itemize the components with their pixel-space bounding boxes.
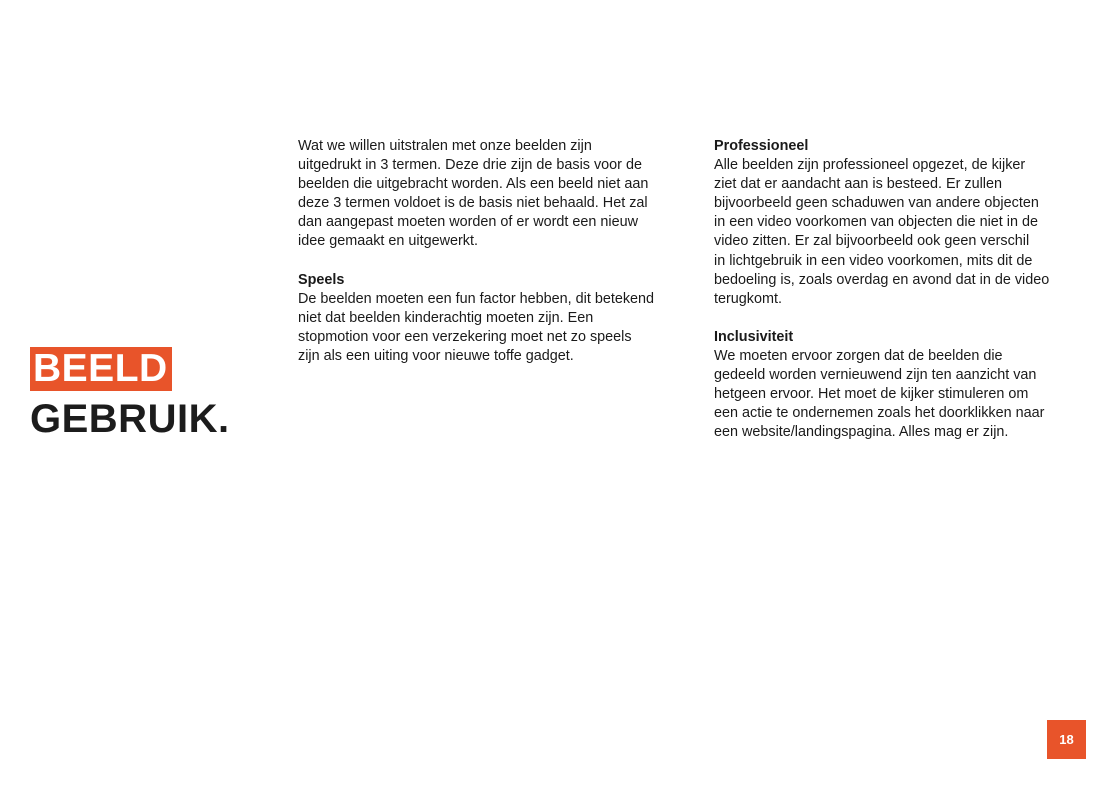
section-body-speels: De beelden moeten een fun factor hebben, dit betekend niet dat beelden kinderachtig moeten zijn. Een stopmotion voor een verzekering moet net zo speels zijn als een uiting voor nieuwe toffe gadget. — [298, 290, 655, 365]
section-heading-inclusiviteit: Inclusiviteit — [714, 328, 794, 345]
section-body-inclusiviteit: We moeten ervoor zorgen dat de beelden die gedeeld worden vernieuwend zijn ten aanzicht van hetgeen ervoor. Het moet de kijker stimuleren om een actie te ondernemen zoals het doorklikken naar een website/landingspagina. Alles mag er zijn. — [714, 348, 1045, 441]
left-text-column — [298, 137, 698, 366]
right-text-column — [714, 137, 1094, 443]
page-title — [30, 347, 230, 441]
section-heading-professioneel: Professioneel — [714, 138, 809, 154]
section-heading-speels: Speels — [298, 271, 345, 288]
page-number-badge — [1047, 720, 1086, 759]
intro-paragraph: Wat we willen uitstralen met onze beelden zijn uitgedrukt in 3 termen. Deze drie zijn de basis voor de beelden die uitgebracht worden. Als een beeld niet aan deze 3 termen voldoet is de basis niet behaald. Het zal dan aangepast moeten worden of er wordt een nieuw idee gemaakt en uitgewerkt. — [298, 138, 649, 250]
paragraph-spacer — [714, 309, 1094, 328]
section-body-professioneel: Alle beelden zijn professioneel opgezet, de kijker ziet dat er aandacht aan is besteed. Er zullen bijvoorbeeld geen schaduwen van andere objecten in een video voorkomen van objecten die niet in de video zitten. Er zal bijvoorbeeld ook geen verschil in lichtgebruik in een video voorkomen, mits dit de bedoeling is, zoals overdag en avond dat in de video terugkomt. — [714, 157, 1050, 307]
title-main: GEBRUIK. — [30, 397, 230, 441]
page-number: 18 — [1059, 732, 1074, 747]
title-highlight: BEELD — [30, 347, 172, 391]
paragraph-spacer — [298, 252, 698, 271]
